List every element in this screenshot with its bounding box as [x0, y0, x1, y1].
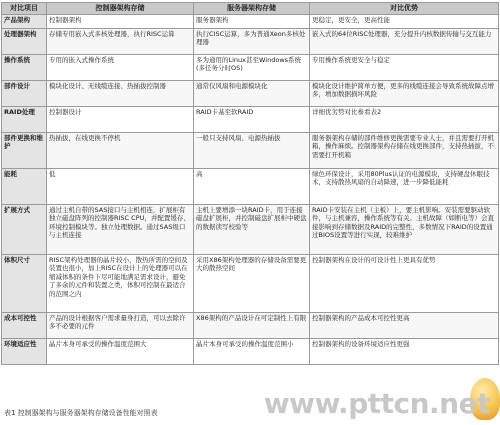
controller-cell: 晶片本身可承受的操作温度范围大 — [47, 338, 194, 364]
server-cell: X86架构的产品设计在可定制性上有限 — [194, 312, 310, 338]
server-cell: 服务器架构 — [194, 14, 310, 28]
advantage-cell: 控制器架构的产品成本可控性更高 — [310, 312, 499, 338]
row-label: 体积尺寸 — [2, 254, 47, 312]
table-row — [2, 28, 499, 54]
table-row — [2, 312, 499, 338]
controller-cell: 低 — [47, 168, 194, 204]
row-label: 部件设计 — [2, 80, 47, 106]
table-header-row — [2, 3, 499, 15]
server-cell: 多为通用的Linux甚至Windows系统(多任务分时OS) — [194, 54, 310, 80]
advantage-cell: 嵌入式的64位RISC处理器，充分提升内核数据传输与交互能力 — [310, 28, 499, 54]
advantage-cell: 模块化设计维护简单方便，更多的线缆连接会导致系统故障点增多，增加数据损坏风险 — [310, 80, 499, 106]
row-label: 部件更换和维护 — [2, 132, 47, 168]
row-label: 产品架构 — [2, 14, 47, 28]
header-item: 对比项目 — [2, 3, 47, 15]
header-server: 服务器架构存储 — [194, 3, 310, 15]
table-row — [2, 204, 499, 254]
header-controller: 控制器架构存储 — [47, 3, 194, 15]
controller-cell: 通过主机自带的SAS接口与主机相连，扩展柜有独立磁盘阵列的控制器RISC CPU，并配置缓存、环境控制模块等。独立处理数据。通过SAS级口与主机连接 — [47, 204, 194, 254]
controller-cell: 专用的嵌入式操作系统 — [47, 54, 194, 80]
advantage-cell: 控制器架构在设计的可设计性上更具有优势 — [310, 254, 499, 312]
advantage-cell: 绿色环保设计，采用80Plus认证的电源模块，支持硬盘休眠技术，支持散热风扇的自动降速，进一步降低能耗 — [310, 168, 499, 204]
server-cell: 高 — [194, 168, 310, 204]
table-row — [2, 254, 499, 312]
watermark-text: www.pttcn.net — [263, 387, 490, 420]
controller-cell: 存储专用嵌入式多核处理器，执行RISC运算 — [47, 28, 194, 54]
table-row — [2, 132, 499, 168]
controller-cell: 控制器设计 — [47, 106, 194, 132]
table-row — [2, 14, 499, 28]
server-cell: RAID卡基至软RAID — [194, 106, 310, 132]
controller-cell: 控制器架构 — [47, 14, 194, 28]
advantage-cell: 控制器架构的设备环境适应性更强 — [310, 338, 499, 364]
table-row — [2, 338, 499, 364]
server-cell: 一般只支持风扇、电源热插拔 — [194, 132, 310, 168]
row-label: 处理器架构 — [2, 28, 47, 54]
advantage-cell: 服务器架构存储的部件维修更换需要专业人士，并且需要打开机箱，操作麻烦。控制器架构存储在线更换部件，支持热插拔，不需要打开机箱 — [310, 132, 499, 168]
advantage-cell: 更稳定，更安全，更高性能 — [310, 14, 499, 28]
row-label: 环境适应性 — [2, 338, 47, 364]
table-row — [2, 106, 499, 132]
advantage-cell: RAID卡安装在主机（主板）上，要主机影响。安装需要驱动软件，与主机兼容，操作系统等有关。主机故障（如断电等）会直接影响到存储数据及RAID的完整性，多数情况下RAID的设置通过BIOS设置等进行实现，较难维护 — [310, 204, 499, 254]
advantage-cell: 详细优劣势对比参看表2 — [310, 106, 499, 132]
advantage-cell: 专用操作系统更安全与稳定 — [310, 54, 499, 80]
controller-cell: 产品的设计根据客户需求量身打造，可以去除许多不必要的元件 — [47, 312, 194, 338]
server-cell: 通常仅风扇和电源模块化 — [194, 80, 310, 106]
server-cell: 执行CISC运算，多为普通Xeon多核处理器 — [194, 28, 310, 54]
row-label: 能耗 — [2, 168, 47, 204]
header-advantage: 对比优势 — [310, 3, 499, 15]
table-row — [2, 80, 499, 106]
server-cell: 采用X86架构处理器的存储设备需要更大的散热空间 — [194, 254, 310, 312]
row-label: 操作系统 — [2, 54, 47, 80]
table-row — [2, 54, 499, 80]
server-cell: 主机上要增添一块RAID卡，用于连接磁盘扩展柜，并控制磁盘扩展柜中硬盘的数据读写校验等 — [194, 204, 310, 254]
controller-cell: 热插拔，在线更换不停机 — [47, 132, 194, 168]
row-label: RAID处理 — [2, 106, 47, 132]
controller-cell: 模块化设计、无线缆连接、热插拔控制器 — [47, 80, 194, 106]
row-label: 扩展方式 — [2, 204, 47, 254]
table-row — [2, 168, 499, 204]
controller-cell: RISC架构处理器的晶片较小，散热所需的空间及装置也很小，加上RISC在设计上的处理器可以在缩减体积的条件下尽可能地满足需求设计，避免了多余的元件和装置之类，体积可控制在最适合的范围之内 — [47, 254, 194, 312]
row-label: 成本可控性 — [2, 312, 47, 338]
table-caption: 表1 控制器架构与服务器架构存储设备性能对照表 — [4, 409, 158, 417]
comparison-table — [1, 2, 499, 365]
server-cell: 晶片本身可承受的操作温度范围小 — [194, 338, 310, 364]
